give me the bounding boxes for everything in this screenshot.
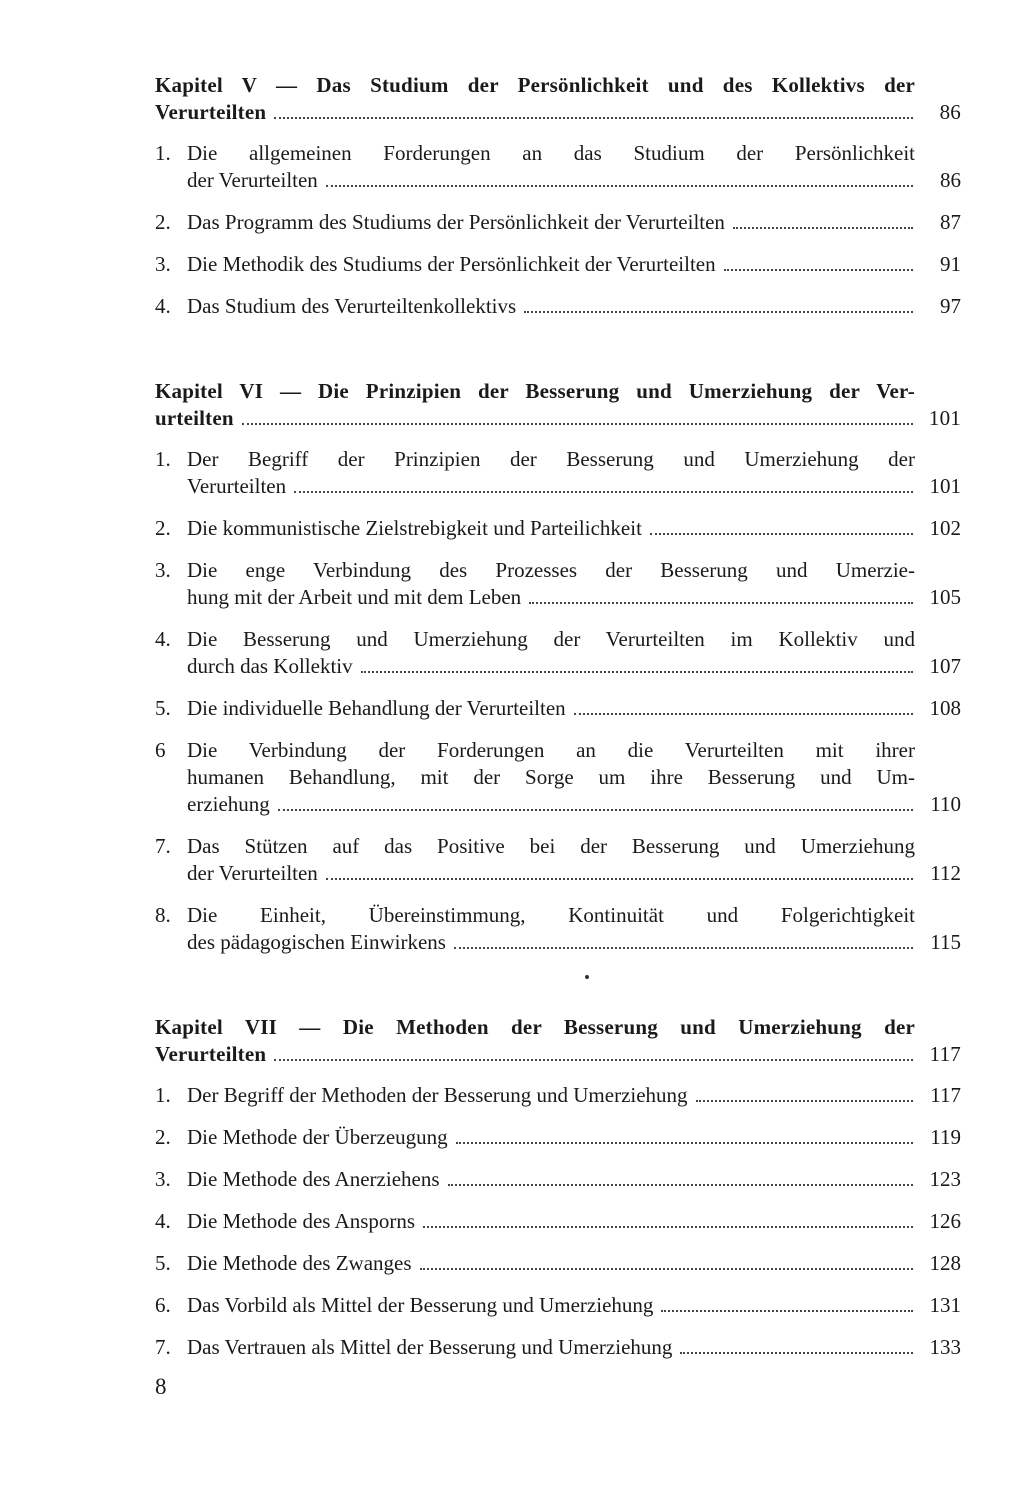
dot-leader bbox=[454, 947, 913, 949]
entry-line: Die Einheit, Übereinstimmung, Kontinuität und Folgerichtigkeit bbox=[187, 903, 915, 927]
page-number: 8 bbox=[155, 1374, 167, 1399]
entry-title: der Verurteilten bbox=[187, 168, 318, 192]
dot-leader bbox=[456, 1142, 913, 1144]
toc-entry bbox=[155, 737, 961, 818]
entry-number: 3. bbox=[155, 558, 171, 582]
entry-line: Das Stützen auf das Positive bei der Besserung und Umerziehung bbox=[187, 834, 915, 858]
toc-entry bbox=[155, 140, 961, 194]
entry-number: 1. bbox=[155, 447, 171, 471]
entry-line: Die Verbindung der Forderungen an die Verurteilten mit ihrer bbox=[187, 738, 915, 762]
dot-leader bbox=[733, 227, 913, 229]
page-ref: 97 bbox=[940, 294, 961, 318]
entry-number: 2. bbox=[155, 1125, 171, 1149]
entry-number: 3. bbox=[155, 252, 171, 276]
entry-title: Das Programm des Studiums der Persönlichkeit der Verurteilten bbox=[187, 210, 725, 234]
entry-title: Die Methode der Überzeugung bbox=[187, 1125, 448, 1149]
toc-entry bbox=[155, 695, 961, 722]
page-ref: 87 bbox=[940, 210, 961, 234]
entry-line: Die Besserung und Umerziehung der Verurteilten im Kollektiv und bbox=[187, 627, 915, 651]
entry-title: Die Methode des Zwanges bbox=[187, 1251, 412, 1275]
chapter-heading-line: Kapitel VI — Die Prinzipien der Besserung und Umerziehung der Ver- bbox=[155, 379, 915, 403]
entry-title: hung mit der Arbeit und mit dem Leben bbox=[187, 585, 522, 609]
dot-leader bbox=[242, 423, 913, 425]
page-ref: 105 bbox=[929, 585, 961, 609]
entry-number: 5. bbox=[155, 696, 171, 720]
page-ref: 117 bbox=[930, 1083, 961, 1107]
entry-line: humanen Behandlung, mit der Sorge um ihre Besserung und Um- bbox=[187, 765, 915, 789]
entry-title: Die individuelle Behandlung der Verurteilten bbox=[187, 696, 566, 720]
toc-entry bbox=[155, 1292, 961, 1319]
entry-number: 4. bbox=[155, 1209, 171, 1233]
dot-leader bbox=[661, 1310, 913, 1312]
dot-leader bbox=[696, 1100, 913, 1102]
dot-leader bbox=[724, 269, 913, 271]
toc-entry bbox=[155, 1334, 961, 1361]
chapter-v bbox=[155, 72, 961, 320]
chapter-heading bbox=[155, 1014, 961, 1068]
dot-leader bbox=[278, 809, 913, 811]
entry-number: 4. bbox=[155, 627, 171, 651]
dot-leader bbox=[529, 602, 913, 604]
entry-title: durch das Kollektiv bbox=[187, 654, 353, 678]
dot-leader bbox=[650, 533, 913, 535]
chapter-vi bbox=[155, 378, 961, 956]
dot-leader bbox=[524, 311, 913, 313]
page-ref: 101 bbox=[928, 406, 961, 430]
dot-leader bbox=[574, 713, 913, 715]
dot-leader bbox=[680, 1352, 913, 1354]
entry-number: 5. bbox=[155, 1251, 171, 1275]
page-ref: 128 bbox=[929, 1251, 961, 1275]
entry-number: 6 bbox=[155, 738, 166, 762]
entry-number: 3. bbox=[155, 1167, 171, 1191]
entry-title: erziehung bbox=[187, 792, 270, 816]
chapter-heading-line: Kapitel VII — Die Methoden der Besserung und Umerziehung der bbox=[155, 1015, 915, 1039]
dot-leader bbox=[448, 1184, 913, 1186]
entry-line: Die allgemeinen Forderungen an das Studium der Persönlichkeit bbox=[187, 141, 915, 165]
toc-entry bbox=[155, 1166, 961, 1193]
entry-title: Das Studium des Verurteiltenkollektivs bbox=[187, 294, 517, 318]
entry-number: 8. bbox=[155, 903, 171, 927]
dot-leader bbox=[326, 878, 913, 880]
toc-entry bbox=[155, 833, 961, 887]
dot-leader bbox=[423, 1226, 913, 1228]
page-ref: 112 bbox=[930, 861, 961, 885]
toc-entry bbox=[155, 626, 961, 680]
chapter-heading bbox=[155, 378, 961, 432]
dot-leader bbox=[274, 1059, 913, 1061]
page-ref: 86 bbox=[939, 100, 961, 124]
entry-number: 4. bbox=[155, 294, 171, 318]
print-speck bbox=[585, 975, 589, 979]
dot-leader bbox=[326, 185, 913, 187]
entry-title: Die kommunistische Zielstrebigkeit und Parteilichkeit bbox=[187, 516, 642, 540]
chapter-vii bbox=[155, 1014, 961, 1361]
page-ref: 86 bbox=[940, 168, 961, 192]
page-ref: 115 bbox=[930, 930, 961, 954]
page-ref: 91 bbox=[940, 252, 961, 276]
entry-title: Das Vertrauen als Mittel der Besserung und Umerziehung bbox=[187, 1335, 673, 1359]
page-ref: 107 bbox=[929, 654, 961, 678]
toc-entry bbox=[155, 902, 961, 956]
entry-number: 7. bbox=[155, 1335, 171, 1359]
entry-line: Die enge Verbindung des Prozesses der Besserung und Umerzie- bbox=[187, 558, 915, 582]
toc-entry bbox=[155, 1208, 961, 1235]
entry-number: 2. bbox=[155, 210, 171, 234]
toc-entry bbox=[155, 1082, 961, 1109]
toc-entry bbox=[155, 293, 961, 320]
entry-title: Die Methode des Ansporns bbox=[187, 1209, 416, 1233]
entry-title: der Verurteilten bbox=[187, 861, 318, 885]
toc-entry bbox=[155, 446, 961, 500]
page-ref: 123 bbox=[929, 1167, 961, 1191]
page-ref: 131 bbox=[929, 1293, 961, 1317]
dot-leader bbox=[274, 117, 913, 119]
dot-leader bbox=[361, 671, 913, 673]
chapter-heading-last: Verurteilten bbox=[155, 100, 267, 124]
entry-title: des pädagogischen Einwirkens bbox=[187, 930, 446, 954]
toc-entry bbox=[155, 557, 961, 611]
chapter-heading-line: Kapitel V — Das Studium der Persönlichkeit und des Kollektivs der bbox=[155, 73, 915, 97]
dot-leader bbox=[420, 1268, 913, 1270]
toc-entry bbox=[155, 209, 961, 236]
dot-leader bbox=[294, 491, 913, 493]
toc-entry bbox=[155, 251, 961, 278]
entry-title: Die Methode des Anerziehens bbox=[187, 1167, 440, 1191]
page-ref: 119 bbox=[930, 1125, 961, 1149]
table-of-contents bbox=[155, 72, 961, 1419]
page-ref: 117 bbox=[929, 1042, 961, 1066]
entry-title: Verurteilten bbox=[187, 474, 287, 498]
entry-number: 1. bbox=[155, 1083, 171, 1107]
chapter-heading-last: Verurteilten bbox=[155, 1042, 267, 1066]
entry-number: 7. bbox=[155, 834, 171, 858]
entry-title: Das Vorbild als Mittel der Besserung und Umerziehung bbox=[187, 1293, 654, 1317]
entry-number: 2. bbox=[155, 516, 171, 540]
entry-number: 1. bbox=[155, 141, 171, 165]
chapter-heading-last: urteilten bbox=[155, 406, 234, 430]
toc-entry bbox=[155, 515, 961, 542]
page-ref: 133 bbox=[929, 1335, 961, 1359]
toc-entry bbox=[155, 1124, 961, 1151]
page-ref: 102 bbox=[929, 516, 961, 540]
entry-line: Der Begriff der Prinzipien der Besserung und Umerziehung der bbox=[187, 447, 915, 471]
entry-number: 6. bbox=[155, 1293, 171, 1317]
page-ref: 126 bbox=[929, 1209, 961, 1233]
toc-entry bbox=[155, 1250, 961, 1277]
page-ref: 110 bbox=[930, 792, 961, 816]
page-ref: 108 bbox=[929, 696, 961, 720]
entry-title: Der Begriff der Methoden der Besserung und Umerziehung bbox=[187, 1083, 688, 1107]
entry-title: Die Methodik des Studiums der Persönlichkeit der Verurteilten bbox=[187, 252, 716, 276]
page-ref: 101 bbox=[929, 474, 961, 498]
chapter-heading bbox=[155, 72, 961, 126]
